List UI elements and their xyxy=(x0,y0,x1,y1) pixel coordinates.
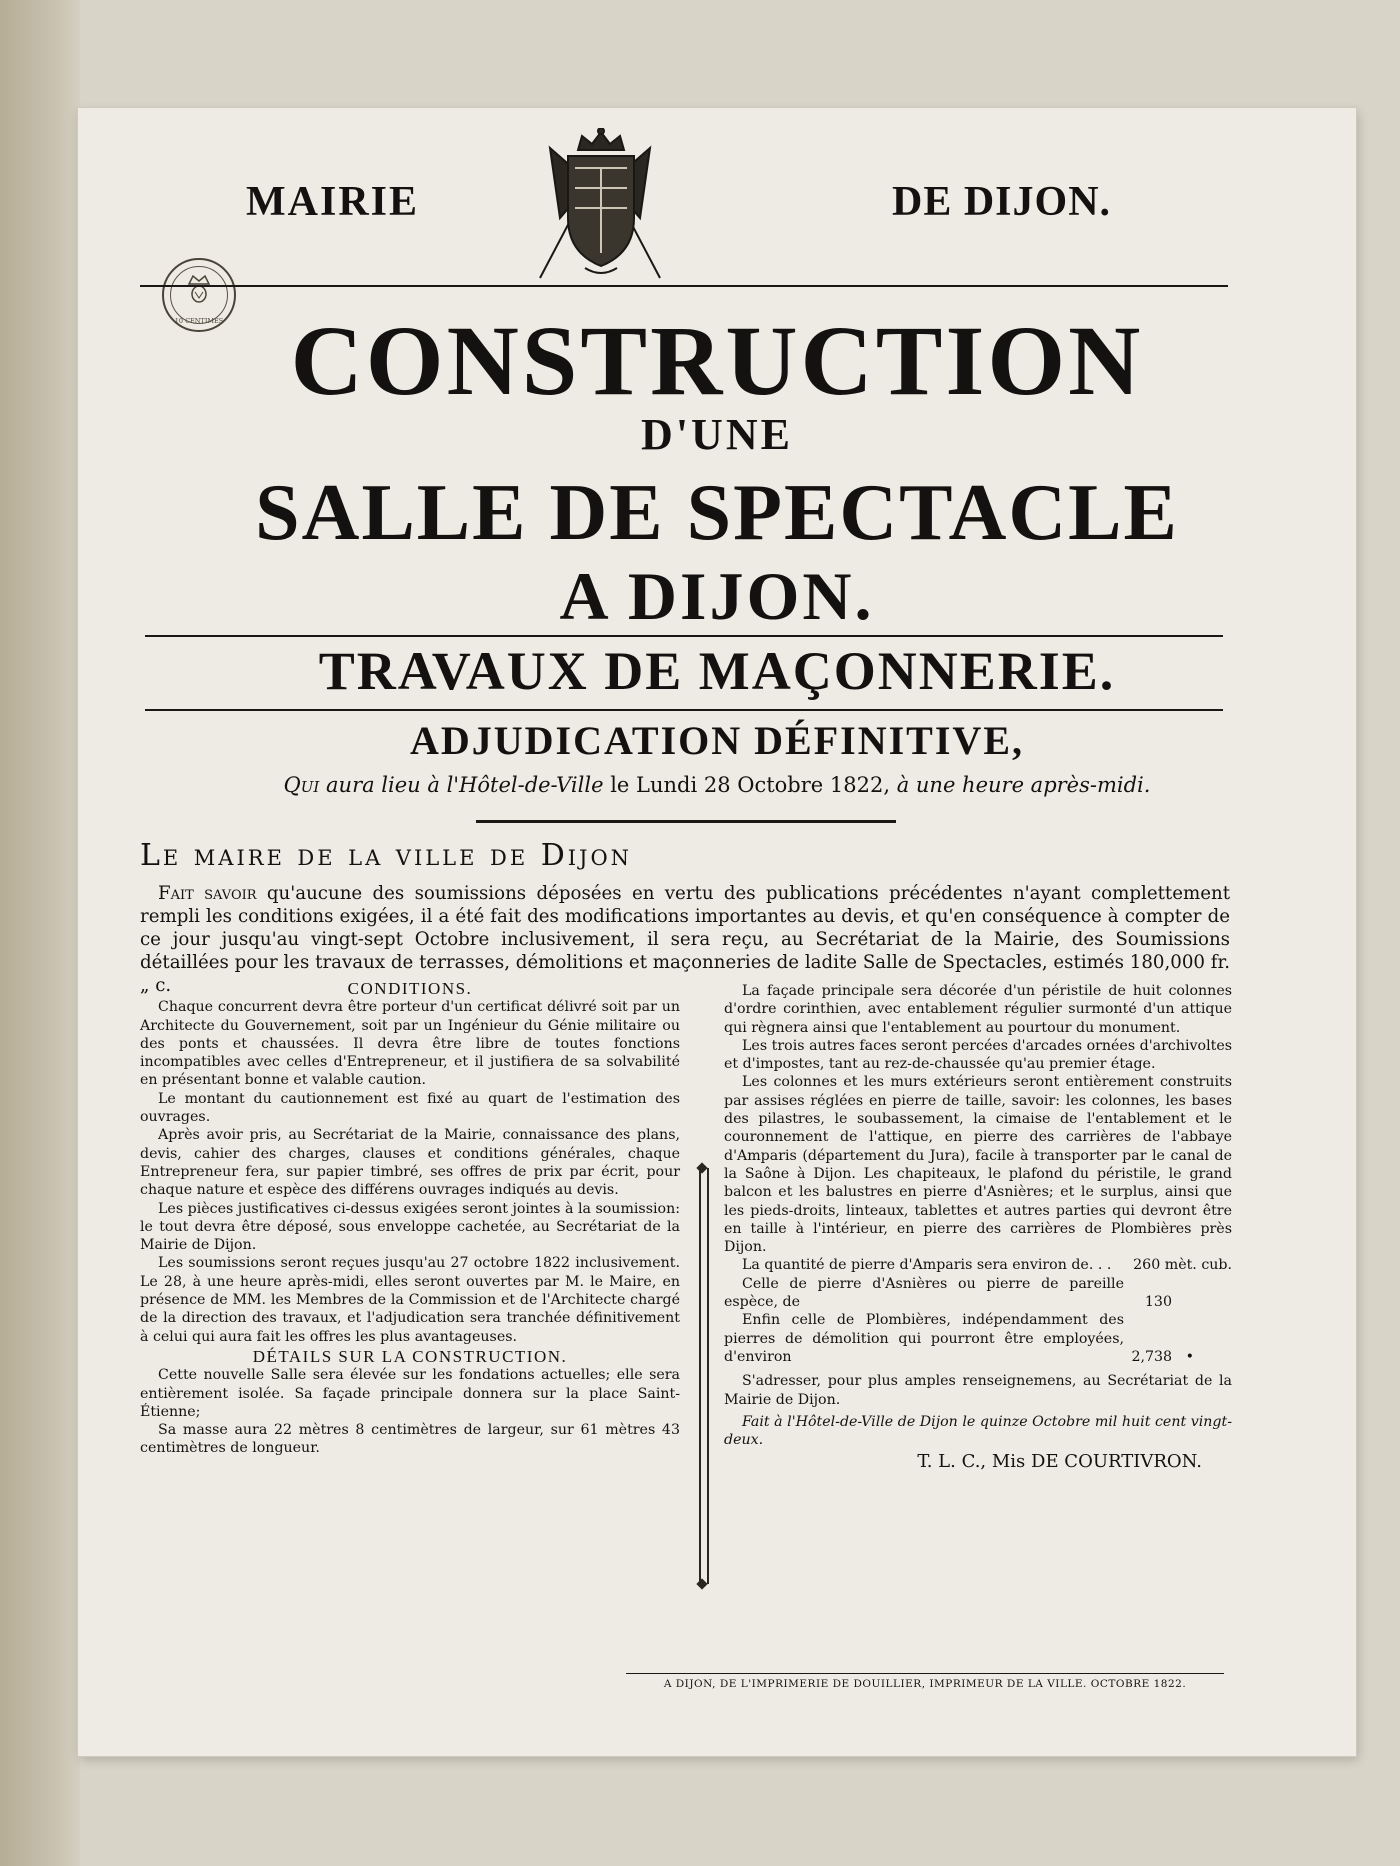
conditions-paragraph: Chaque concurrent devra être porteur d'un certificat délivré soit par un Architecte du Gouvernement, soit par un Ingénieur du Génie militaire ou des ponts et chaussées. Il devra être libre de toutes fonctions incompatibles avec celles d'Entrepreneur, et il justifiera de sa solvabilité en présentant bonne et valable caution. xyxy=(140,999,680,1089)
short-rule xyxy=(476,820,896,823)
details-paragraph: Cette nouvelle Salle sera élevée sur les fondations actuelles; elle sera entièrement isolée. Sa façade principale donnera sur la place Saint-Étienne; xyxy=(140,1367,680,1420)
adjudication-qui: Qui xyxy=(283,773,320,797)
title-dune: D'UNE xyxy=(641,410,793,459)
maire-fait-savoir: Fait savoir xyxy=(158,883,257,904)
adjudication-date: le Lundi 28 Octobre 1822, xyxy=(610,773,891,797)
quantity-amparis-value: 260 mèt. cub. xyxy=(1133,1257,1232,1274)
details-paragraph: Sa masse aura 22 mètres 8 centimètres de largeur, sur 61 mètres 43 centimètres de longueur. xyxy=(140,1422,680,1457)
conditions-paragraph: Le montant du cautionnement est fixé au quart de l'estimation des ouvrages. xyxy=(140,1090,680,1126)
quantity-plombieres xyxy=(724,1311,1232,1366)
right-paragraph: Les trois autres faces seront percées d'arcades ornées d'archivoltes et d'impostes, tant au rez-de-chaussée qu'au premier étage. xyxy=(724,1037,1232,1073)
header-mairie: MAIRIE xyxy=(246,179,420,225)
conditions-heading: CONDITIONS. xyxy=(347,979,473,998)
quantity-asnieres xyxy=(724,1275,1232,1312)
column-divider xyxy=(699,1168,709,1584)
quantity-plombieres-value-wrap xyxy=(1131,1348,1232,1366)
details-heading: DÉTAILS SUR LA CONSTRUCTION. xyxy=(252,1346,568,1366)
quantity-plombieres-value: 2,738 xyxy=(1131,1348,1173,1365)
works-rule-top xyxy=(145,635,1223,637)
imprint-rule xyxy=(626,1673,1224,1674)
quantity-plombieres-label: Enfin celle de Plombières, indépendamment des pierres de démolition qui pourront être employées, d'environ xyxy=(724,1312,1124,1365)
poster-sheet xyxy=(78,108,1356,1756)
title-a-dijon: A DIJON. xyxy=(559,558,875,634)
quantity-amparis xyxy=(724,1256,1232,1274)
right-paragraph: Les colonnes et les murs extérieurs seront entièrement construits par assises réglées en pierre de taille, savoir: les colonnes, les bases des pilastres, le soubassement, la cimaise de l'entablement et le couronnement de l'attique, en pierre des carrières de l'abbaye d'Amparis (département du Jura), facile à transporter par le canal de la Saône à Dijon. Les chapiteaux, le plafond du péristile, le grand balcon et les balustres en pierre d'Asnières; et le surplus, ainsi que les pieds-droits, linteaux, tablettes et autres parties qui devront être en taille à l'intérieur, en pierre des carrières de Plombières près Dijon. xyxy=(724,1074,1232,1256)
right-column xyxy=(724,982,1232,1475)
maire-body: qu'aucune des soumissions déposées en vertu des publications précédentes n'ayant complettement rempli les conditions exigées, il a été fait des modifications importantes au devis, et qu'en conséquence à compter de ce jour jusqu'au vingt-sept Octobre inclusivement, il sera reçu, au Secrétariat de la Mairie, des Soumissions détaillées pour les travaux de terrasses, démolitions et maçonneries de ladite Salle de Spectacles, estimés 180,000 fr. „ c. xyxy=(140,883,1231,996)
background-strip xyxy=(0,0,80,1866)
adjudication-place: aura lieu à l'Hôtel-de-Ville xyxy=(326,773,604,797)
quantity-amparis-label: La quantité de pierre d'Amparis sera environ de. . . xyxy=(742,1257,1112,1274)
title-construction: CONSTRUCTION xyxy=(290,305,1144,416)
adresser-paragraph: S'adresser, pour plus amples renseignemens, au Secrétariat de la Mairie de Dijon. xyxy=(724,1373,1232,1408)
imprint: A DIJON, DE L'IMPRIMERIE DE DOUILLIER, IMPRIMEUR DE LA VILLE. OCTOBRE 1822. xyxy=(663,1678,1187,1690)
stamp-text: 10 CENTIMES xyxy=(174,317,224,325)
quantity-plombieres-mark: • xyxy=(1185,1348,1194,1365)
left-column xyxy=(140,980,680,1458)
title-salle-de-spectacle: SALLE DE SPECTACLE xyxy=(255,469,1179,557)
works-rule-bottom xyxy=(145,709,1223,711)
stamp-crown-icon xyxy=(184,272,214,308)
quantity-asnieres-label: Celle de pierre d'Asnières ou pierre de pareille espèce, de xyxy=(724,1275,1124,1311)
adjudication-time: à une heure après-midi. xyxy=(896,773,1151,797)
fait-a-paragraph: Fait à l'Hôtel-de-Ville de Dijon le quinze Octobre mil huit cent vingt-deux. xyxy=(724,1413,1232,1449)
conditions-paragraph: Les pièces justificatives ci-dessus exigées seront jointes à la soumission: le tout devra être déposé, sous enveloppe cachetée, au Secrétariat de la Mairie de Dijon. xyxy=(140,1200,680,1254)
coat-of-arms-icon xyxy=(530,128,670,288)
header-de-dijon: DE DIJON. xyxy=(892,179,1112,225)
header-rule xyxy=(140,285,1228,287)
signature: T. L. C., Mis DE COURTIVRON. xyxy=(917,1451,1202,1473)
title-travaux: TRAVAUX DE MAÇONNERIE. xyxy=(318,641,1116,701)
right-paragraph: La façade principale sera décorée d'un péristile de huit colonnes d'ordre corinthien, avec entablement régulier surmonté d'un attique qui règnera ainsi que l'entablement au pourtour du monument. xyxy=(724,983,1232,1036)
conditions-paragraph: Les soumissions seront reçues jusqu'au 27 octobre 1822 inclusivement. Le 28, à une heure après-midi, elles seront ouvertes par M. le Maire, en présence de MM. les Membres de la Commission et de l'Architecte chargé de la direction des travaux, et l'adjudication sera tranchée définitivement à celui qui aura fait les offres les plus avantageuses. xyxy=(140,1255,680,1345)
adjudication-heading: ADJUDICATION DÉFINITIVE, xyxy=(410,718,1024,763)
conditions-paragraph: Après avoir pris, au Secrétariat de la Mairie, connaissance des plans, devis, cahier des charges, clauses et conditions générales, chaque Entrepreneur fera, sur papier timbré, ses offres de prix par écrit, pour chaque nature et espèce des différens ouvrages indiqués au devis. xyxy=(140,1127,680,1199)
adjudication-line xyxy=(78,772,1356,798)
maire-heading: Le maire de la ville de Dijon xyxy=(140,838,633,873)
quantity-asnieres-value: 130 xyxy=(1144,1294,1172,1311)
